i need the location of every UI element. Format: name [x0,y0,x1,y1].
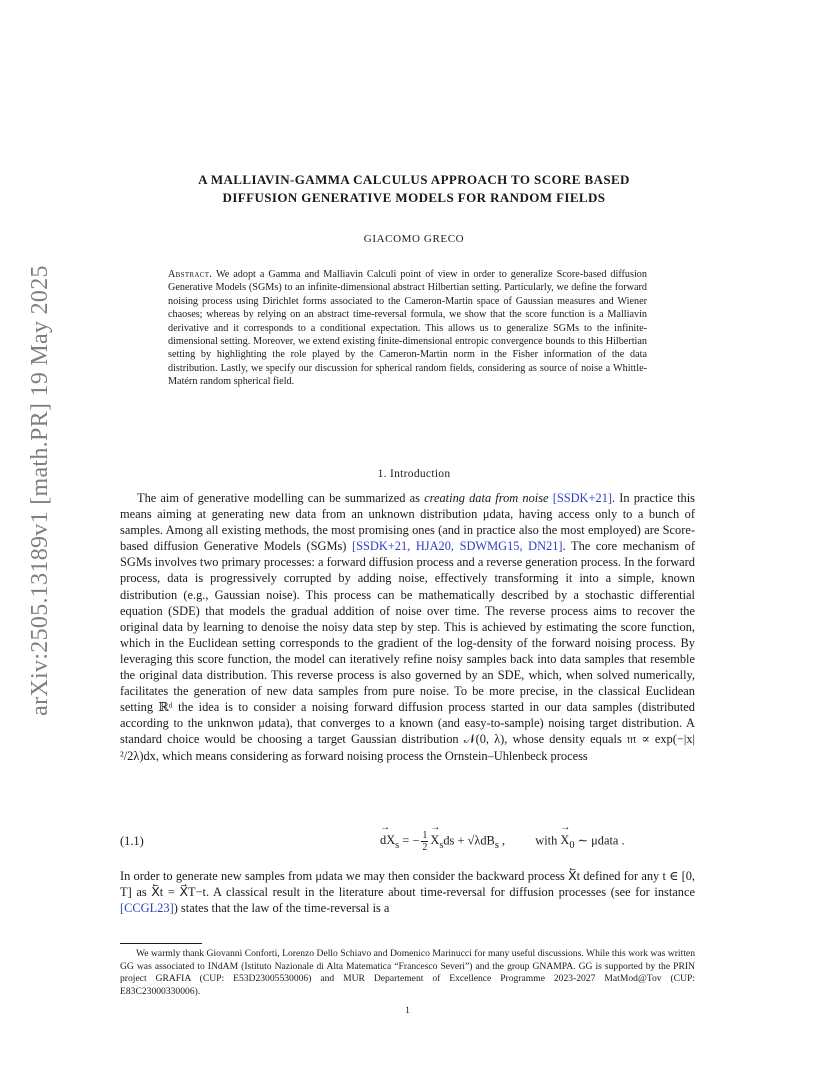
arxiv-identifier-stamp [20,264,60,716]
paper-title [120,171,708,207]
p1-text-1: The aim of generative modelling can be summarized as [137,491,425,505]
arxiv-identifier-text: arXiv:2505.13189v1 [math.PR] 19 May 2025 [26,264,53,716]
citation-link[interactable]: [SSDK+21] [552,491,613,505]
section-heading: 1. Introduction [377,468,451,480]
equation-1-1 [120,830,695,858]
equation-body [380,830,625,853]
footnote-divider [120,943,202,944]
citation-link[interactable]: [CCGL23] [120,901,174,916]
abstract-label: Abstract. [168,269,213,280]
eq-equals: = − [399,833,420,848]
intro-paragraph-2 [120,868,695,916]
eq-distribution: ∼ μdata . [574,833,625,848]
eq-term1-sub: s [439,839,444,851]
intro-paragraph-1 [120,490,695,764]
p2-text-1: In order to generate new samples from μdata we may then consider the backward process X⃖t defined for any t ∈ [0, T] as X⃖t = X⃗T−t. A classical result in the literature about time-reversal for diffusion processes (see for instance [120,869,695,900]
p2-text-2: ) states that the law of the time-reversal is a [173,901,390,916]
eq-comma: , [498,833,506,848]
eq-x0: → X [560,833,569,848]
title-line-1: A MALLIAVIN-GAMMA CALCULUS APPROACH TO SCORE BASED [198,172,630,187]
p1-text-2: . In practice this means aiming at generating new data from an unknown distribution μdata, having access only to a bunch of samples. Among all existing methods, the most promising ones (and in practice also the most employed) are Score-based diffusion Generative Models (SGMs) [120,491,695,554]
eq-lhs: → dX [380,833,395,848]
footnote: We warmly thank Giovanni Conforti, Lorenzo Dello Schiavo and Domenico Marinucci for many useful discussions. While this work was written GG was associated to INdAM (Istituto Nazionale di Alta Matematica “Francesco Severi”) and the group GNAMPA. GG is supported by the PRIN project GRAFIA (CUP: E53D23005530006) and MUR Departement of Excellence Programme 2023-2027 MatMod@Tov (CUP: E83C23000330006). [120,948,695,998]
eq-fraction-denominator: 2 [422,842,428,853]
eq-fraction-numerator: 1 [422,830,428,841]
eq-fraction [421,830,428,853]
eq-term1: → X [430,833,439,848]
abstract-text: We adopt a Gamma and Malliavin Calculi point of view in order to generalize Score-based diffusion Generative Models (SGMs) to an infinite-dimensional abstract Hilbertian setting. Particularly, we define the forward noising process using Dirichlet forms associated to the Cameron-Martin space of Gaussian measures and Wiener chaoses; whereas by relying on an abstract time-reversal formula, we show that the score function is a Malliavin derivative and it corresponds to a conditional expectation. This allows us to generalize SGMs to the infinite-dimensional setting. Moreover, we extend existing finite-dimensional entropic convergence bounds to this Hilbertian setting by highlighting the role played by the Cameron-Martin norm in the Fisher information of the data distribution. Lastly, we specify our discussion for spherical random fields, considering as source of noise a Whittle-Matérn random spherical field. [168,269,647,388]
author-name: GIACOMO GRECO [363,233,465,245]
eq-x0-sub: 0 [569,839,575,851]
eq-with: with [535,833,561,848]
citation-link[interactable]: [SSDK+21, HJA20, SDWMG15, DN21] [351,539,563,554]
equation-number: (1.1) [120,834,144,848]
eq-lhs-sub: s [395,839,400,851]
p1-text-3: . The core mechanism of SGMs involves two primary processes: a forward diffusion process and a reverse generation process. In the forward process, data is progressively corrupted by adding noise, effectively transforming it into a simple, known distribution (e.g., Gaussian noise). This process can be mathematically described by a stochastic differential equation (SDE) that models the gradual addition of noise over time. The reverse process aims to recover the original data by learning to denoise the noisy data step by step. This is achieved by estimating the score function, which in the Euclidean setting corresponds to the gradient of the log-density of the forward noising process. By leveraging this score function, the model can iteratively refine noisy samples back into data samples that resemble the original data distribution. This reverse process is also governed by an SDE, which, when solved numerically, facilitates the generation of new data samples from pure noise. To be more precise, in the classical Euclidean setting ℝᵈ the idea is to consider a noising forward diffusion process started in our data samples (distributed according to the unknwon μdata), that converges to a known (and easy-to-sample) noising target distribution. A standard choice would be choosing a target Gaussian distribution 𝒩(0, λ), whose density equals 𝔪 ∝ exp(−|x|²/2λ)dx, which means considering as forward noising process the Ornstein–Uhlenbeck process [120,539,696,763]
abstract [168,268,647,389]
eq-term1-tail-sub: s [494,839,499,851]
title-line-2: DIFFUSION GENERATIVE MODELS FOR RANDOM FIELDS [222,190,606,205]
p1-emphasis: creating data from noise [424,491,549,505]
eq-term1-tail: ds + √λdB [443,833,495,848]
page-number: 1 [405,1005,410,1016]
